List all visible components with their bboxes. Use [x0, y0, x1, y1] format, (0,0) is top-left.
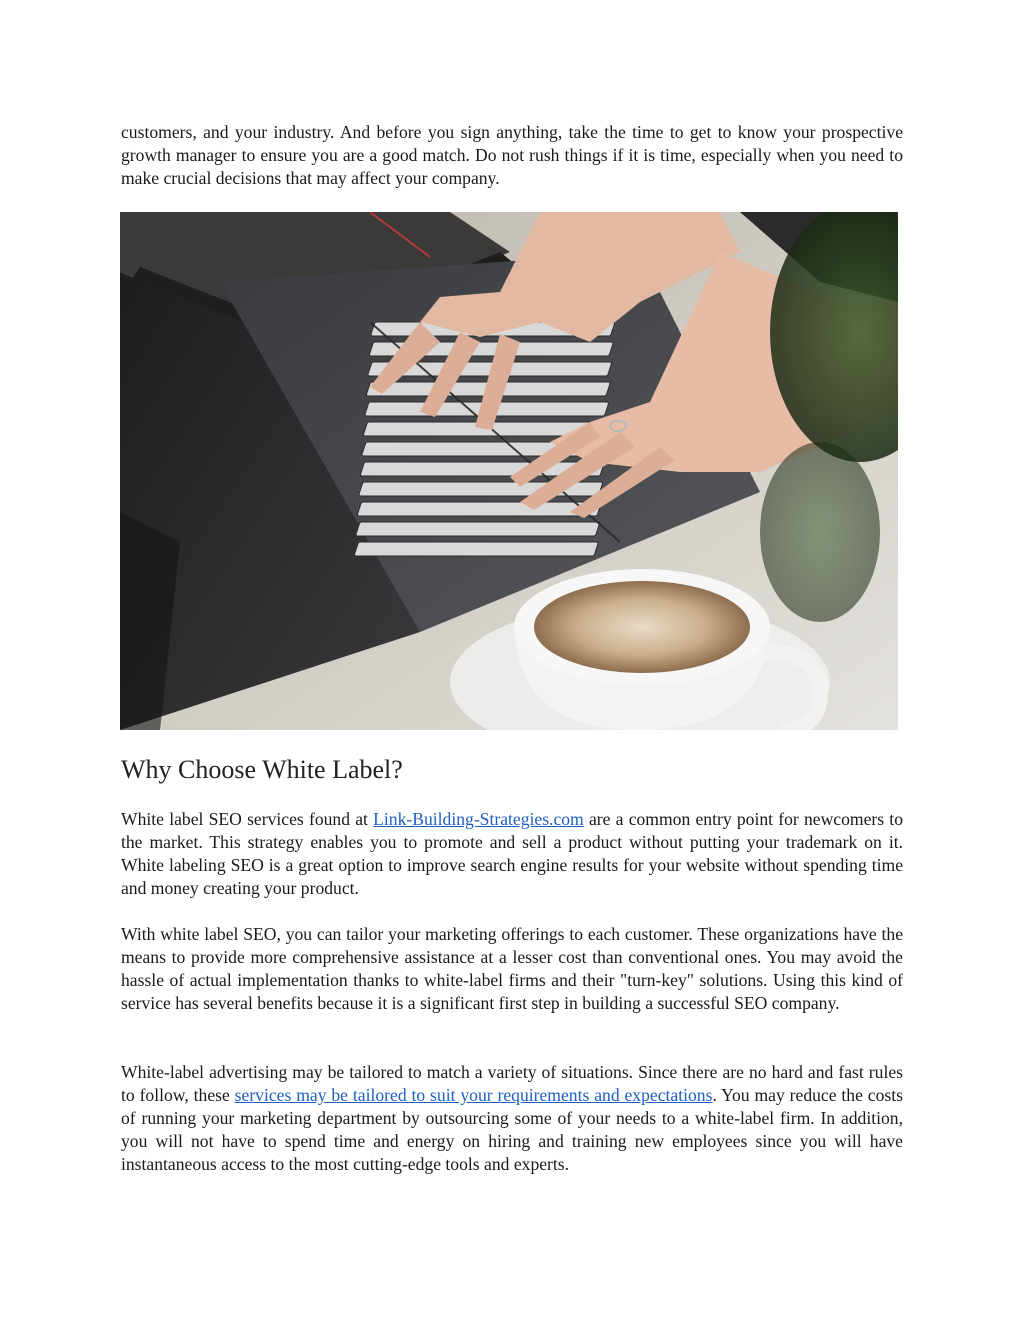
section-heading: Why Choose White Label? [121, 755, 403, 784]
paragraph-white-label-intro [121, 808, 903, 900]
p1-text-before: White label SEO services found at [121, 809, 374, 829]
p1-text-after: are a common entry point for newcomers to the market. This strategy enables you to promote and sell a product without putting your trademark on it. White labeling SEO is a great option to improve search engine results for your website without spending time and money creating your product. [121, 809, 903, 898]
intro-paragraph: customers, and your industry. And before you sign anything, take the time to get to know your prospective growth manager to ensure you are a good match. Do not rush things if it is time, especially when you need to make crucial decisions that may affect your company. [121, 122, 903, 188]
paragraph-tailored-advertising [121, 1061, 903, 1176]
services-tailored-link[interactable]: services may be tailored to suit your requirements and expectations [234, 1085, 713, 1105]
p3-text-before: White-label advertising may be tailored to match a variety of situations. Since there are no hard and fast rules to follow, these [121, 1062, 903, 1105]
p3-text-after: . You may reduce the costs of running your marketing department by outsourcing some of your needs to a white-label firm. In addition, you will not have to spend time and energy on hiring and training new employees since you will have instantaneous access to the most cutting-edge tools and experts. [121, 1085, 903, 1174]
laptop-typing-photo [120, 212, 898, 730]
link-building-strategies-link[interactable]: Link-Building-Strategies.com [373, 809, 584, 829]
paragraph-tailor-offerings: With white label SEO, you can tailor your marketing offerings to each customer. These organizations have the means to provide more comprehensive assistance at a lesser cost than conventional ones. You may avoid the hassle of actual implementation thanks to white-label firms and their "turn-key" solutions. Using this kind of service has several benefits because it is a significant first step in building a successful SEO company. [121, 924, 903, 1013]
